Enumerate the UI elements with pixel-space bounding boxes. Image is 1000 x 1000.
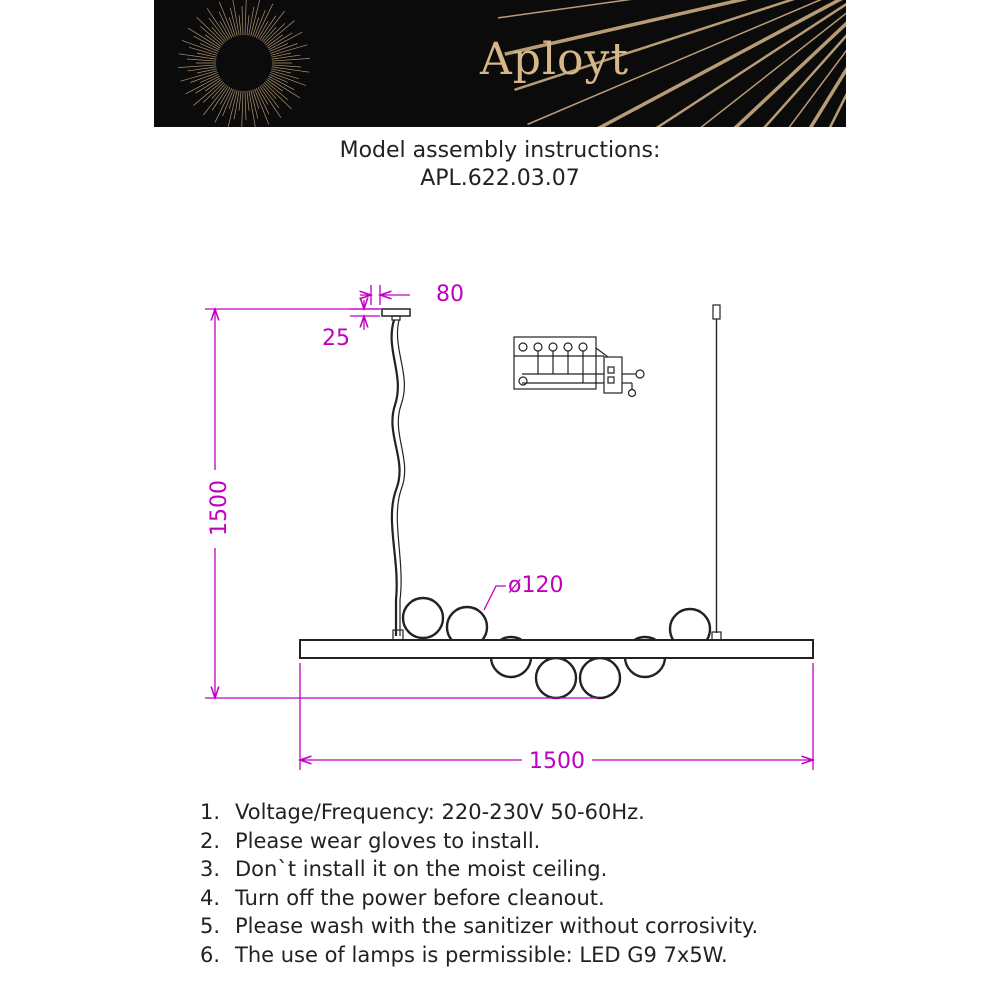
cable-holder-left — [393, 630, 403, 640]
list-item: 5. Please wash with the sanitizer without corrosivity. — [200, 914, 759, 938]
instructions-list — [200, 798, 758, 969]
canopy-height-label: 25 — [322, 326, 350, 351]
dimension-lines — [205, 285, 813, 770]
wiring-diagram — [514, 337, 644, 397]
ceiling-canopy — [382, 309, 410, 316]
instructions-title: Model assembly instructions: — [339, 138, 661, 163]
lamp-bar — [300, 640, 813, 658]
list-item: 2. Please wear gloves to install. — [200, 828, 541, 853]
globe — [536, 658, 576, 698]
canopy-diameter-label: 80 — [436, 282, 464, 307]
list-item: 6. The use of lamps is permissible: LED G9 7x5W. — [200, 942, 728, 967]
height-label: 1500 — [207, 480, 232, 536]
list-item: 4. Turn off the power before cleanout. — [200, 885, 605, 910]
width-label: 1500 — [529, 749, 585, 774]
list-item: 1. Voltage/Frequency: 220-230V 50-60Hz. — [200, 800, 645, 824]
list-item: 3. Don`t install it on the moist ceiling. — [200, 857, 608, 881]
right-canopy — [713, 305, 720, 319]
brand-name: Aployt — [480, 34, 630, 85]
shade-diameter-label: ø120 — [508, 573, 564, 598]
model-number: APL.622.03.07 — [420, 166, 580, 191]
globe — [403, 598, 443, 638]
globe — [580, 658, 620, 698]
suspension-cable — [392, 320, 400, 636]
